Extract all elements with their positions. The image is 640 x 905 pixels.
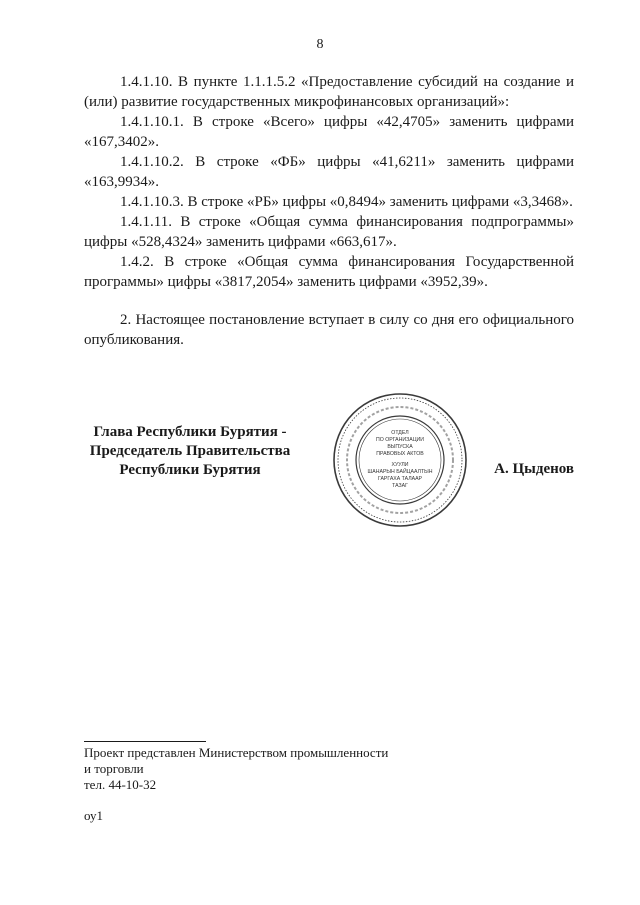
seal-line: ХУУЛИ (391, 462, 409, 468)
paragraph-2-entry-into-force: 2. Настоящее постановление вступает в силу со дня его официального опубликования. (84, 312, 574, 348)
seal-line: ОТДЕЛ (391, 430, 409, 436)
document-body (84, 72, 574, 350)
footnote-divider (84, 741, 206, 742)
seal-center-text (368, 430, 433, 489)
signatory-title-line: Председатель Правительства (89, 443, 291, 459)
seal-line: ШАНАРЫН БАЙЦААЛТЫН (367, 469, 433, 475)
seal-line: ПО ОРГАНИЗАЦИИ (376, 437, 424, 443)
signatory-title (84, 423, 296, 480)
page-number: 8 (316, 37, 324, 52)
seal-line: ПРАВОВЫХ АКТОВ (376, 451, 424, 457)
paragraph-1-4-1-10: 1.4.1.10. В пункте 1.1.1.5.2 «Предоставление субсидий на создание и (или) развитие государственных микрофинансовых организаций»: (84, 74, 574, 110)
paragraph-1-4-1-10-2: 1.4.1.10.2. В строке «ФБ» цифры «41,6211» заменить цифрами «163,9934». (84, 154, 574, 190)
seal-line: ВЫПУСКА (387, 444, 413, 450)
document-code: оу1 (84, 808, 104, 823)
seal-line: ТАЗАГ (392, 483, 408, 489)
signatory-title-line: Глава Республики Бурятия - (93, 424, 287, 440)
footnote-line: и торговли (84, 761, 144, 776)
seal-line: ГАРГАХА ТАЛААР (377, 476, 423, 482)
footnote-project-info (84, 745, 388, 793)
signatory-title-line: Республики Бурятия (119, 462, 261, 478)
signer-name: А. Цыденов (494, 461, 574, 477)
paragraph-1-4-2: 1.4.2. В строке «Общая сумма финансирования Государственной программы» цифры «3817,2054» заменить цифрами «3952,39». (84, 254, 574, 290)
footnote-line: тел. 44-10-32 (84, 777, 157, 792)
paragraph-1-4-1-10-3: 1.4.1.10.3. В строке «РБ» цифры «0,8494» заменить цифрами «3,3468». (120, 194, 573, 210)
footnote-line: Проект представлен Министерством промышленности (84, 745, 389, 760)
paragraph-1-4-1-11: 1.4.1.11. В строке «Общая сумма финансирования подпрограммы» цифры «528,4324» заменить цифрами «663,617». (84, 214, 574, 250)
official-seal-stamp (330, 390, 470, 530)
paragraph-1-4-1-10-1: 1.4.1.10.1. В строке «Всего» цифры «42,4705» заменить цифрами «167,3402». (84, 114, 574, 150)
